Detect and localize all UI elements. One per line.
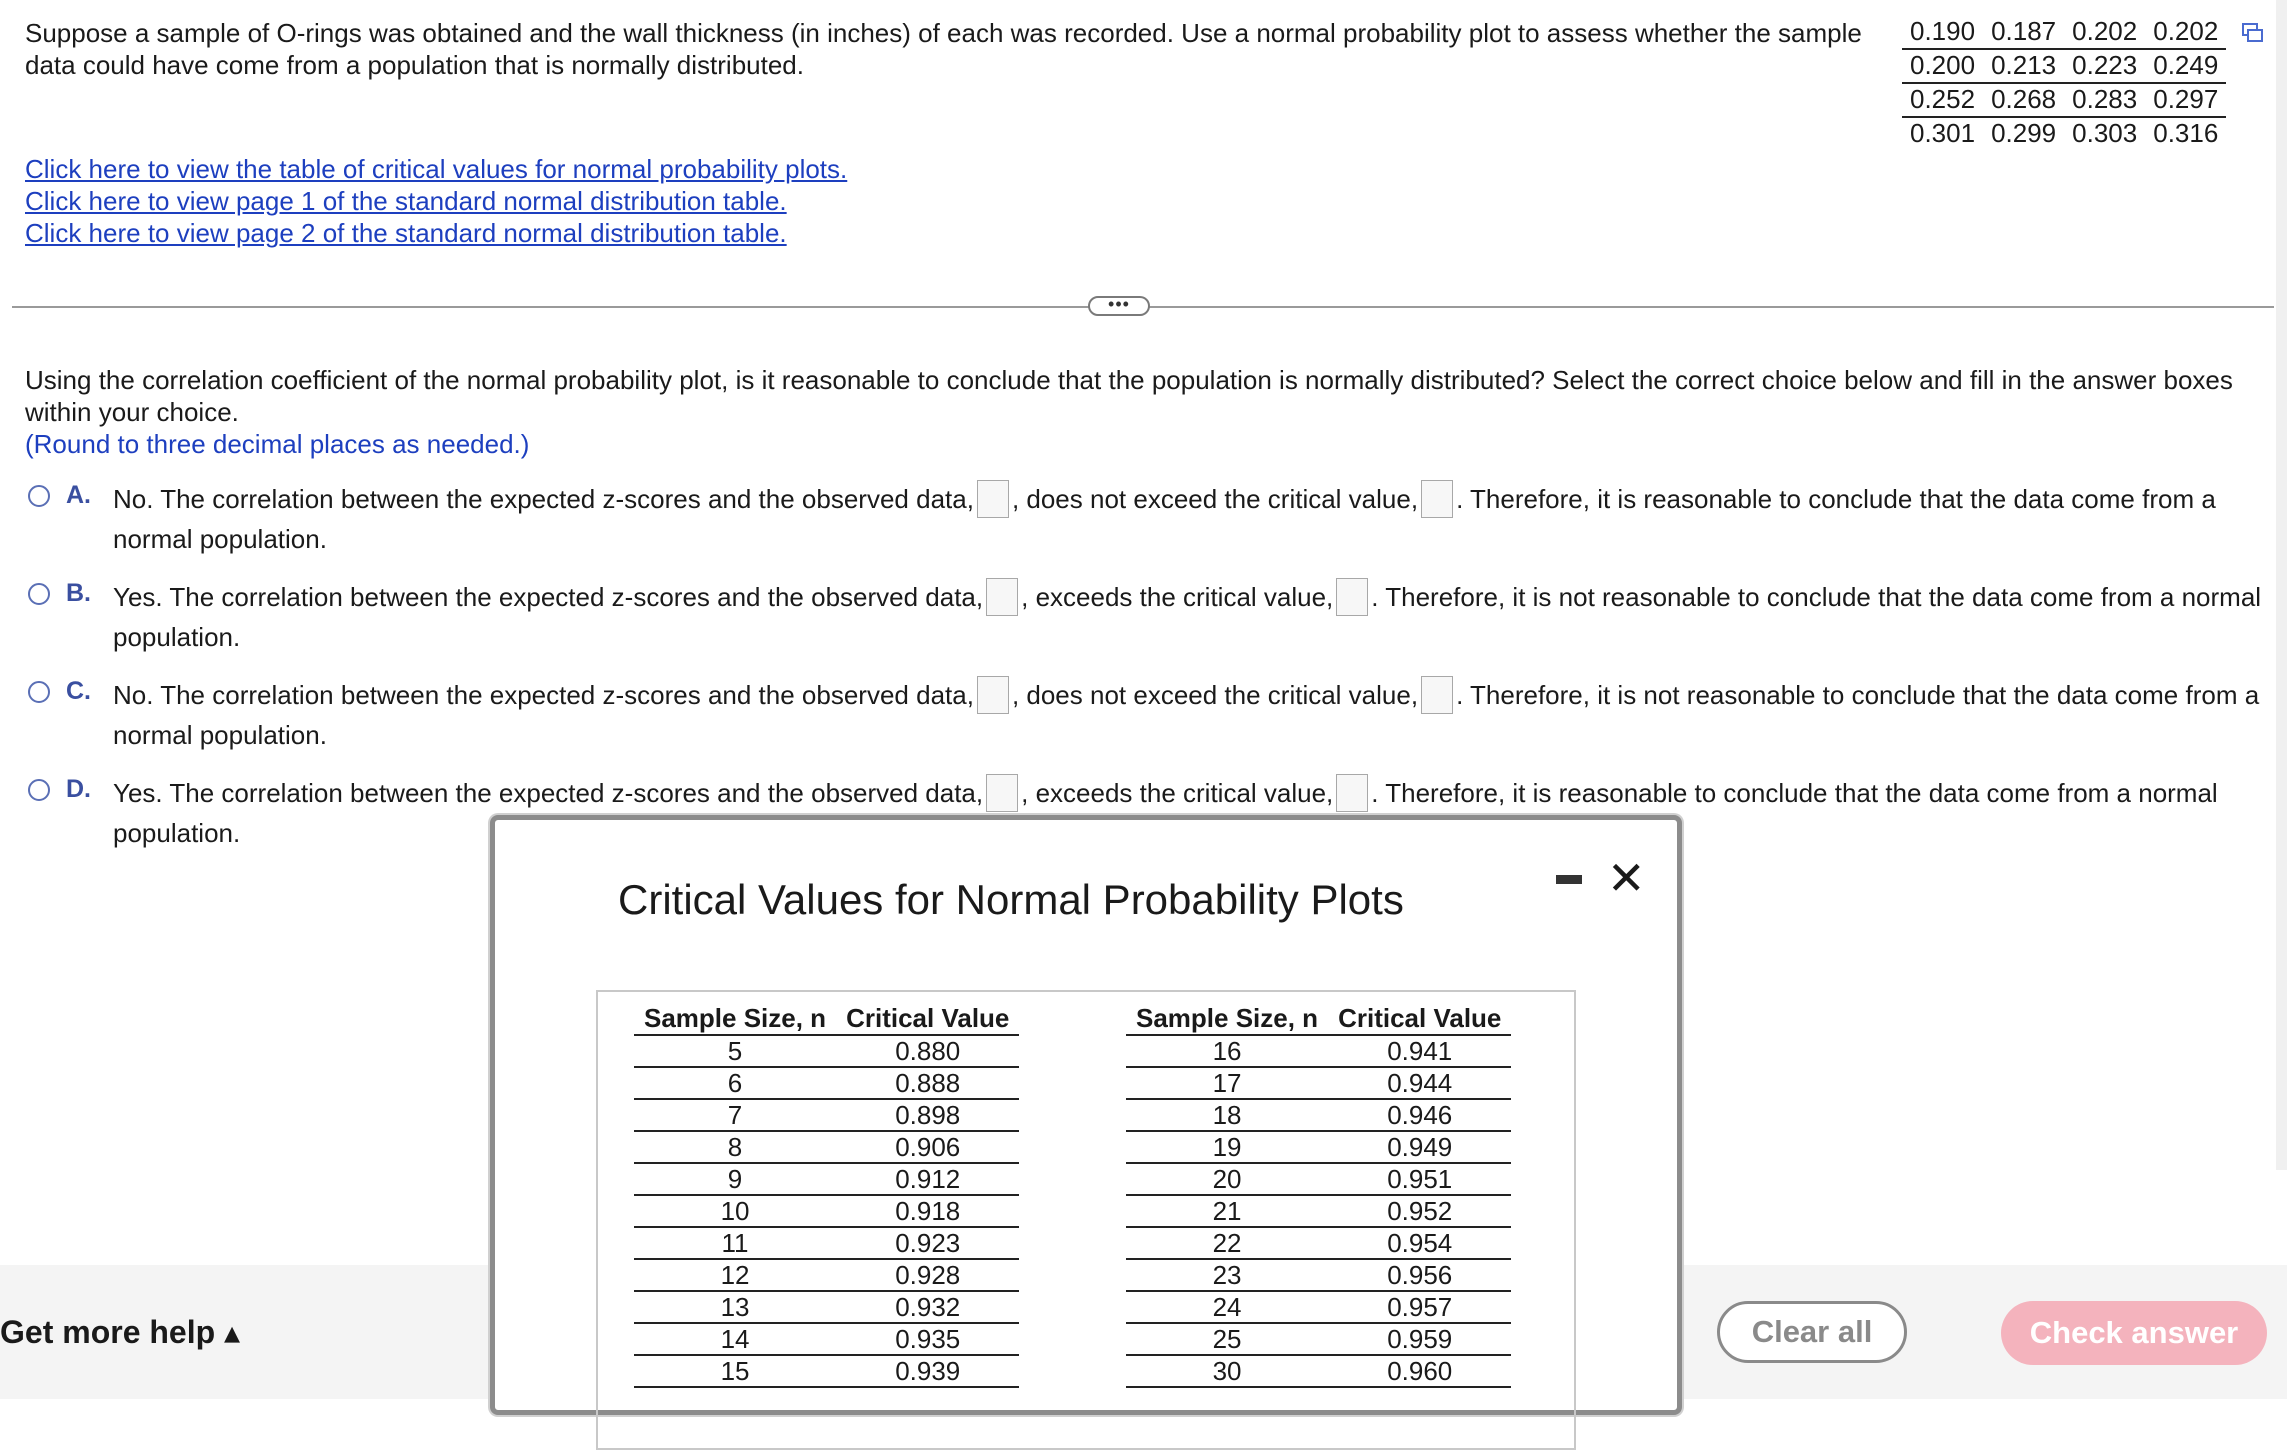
choice-text-part: . Therefore, it is not reasonable to conclude that the data come from a normal population. bbox=[113, 680, 2260, 751]
sample-size-cell: 19 bbox=[1126, 1131, 1328, 1163]
data-cell: 0.213 bbox=[1983, 49, 2064, 83]
critical-value-cell: 0.941 bbox=[1328, 1035, 1511, 1067]
choice-c[interactable] bbox=[25, 676, 2265, 754]
critical-values-link[interactable]: Click here to view the table of critical values for normal probability plots. bbox=[25, 154, 848, 184]
sample-size-cell: 30 bbox=[1126, 1355, 1328, 1387]
choice-letter: C. bbox=[66, 677, 91, 705]
choice-text-part: . Therefore, it is reasonable to conclude that the data come from a normal population. bbox=[113, 778, 2218, 849]
choice-text-part: . Therefore, it is reasonable to conclude that the data come from a normal population. bbox=[113, 484, 2216, 555]
critical-value-cell: 0.951 bbox=[1328, 1163, 1511, 1195]
critical-value-cell: 0.944 bbox=[1328, 1067, 1511, 1099]
radio-choice-b[interactable] bbox=[28, 583, 50, 605]
answer-box-correlation[interactable] bbox=[977, 676, 1009, 714]
table-row bbox=[1126, 1291, 1511, 1323]
critical-value-cell: 0.952 bbox=[1328, 1195, 1511, 1227]
choice-text-part: , exceeds the critical value, bbox=[1021, 778, 1334, 808]
choice-text-part: Yes. The correlation between the expected z-scores and the observed data, bbox=[113, 778, 984, 808]
critical-value-cell: 0.946 bbox=[1328, 1099, 1511, 1131]
critical-value-cell: 0.932 bbox=[836, 1291, 1019, 1323]
sample-size-cell: 18 bbox=[1126, 1099, 1328, 1131]
choice-text-part: , exceeds the critical value, bbox=[1021, 582, 1334, 612]
sample-size-cell: 16 bbox=[1126, 1035, 1328, 1067]
column-header: Sample Size, n bbox=[634, 1002, 836, 1035]
sample-data-table bbox=[1902, 16, 2226, 150]
table-row bbox=[1902, 16, 2226, 49]
critical-values-dialog bbox=[490, 815, 1682, 1415]
sample-size-cell: 12 bbox=[634, 1259, 836, 1291]
problem-statement: Suppose a sample of O-rings was obtained and the wall thickness (in inches) of each was recorded. Use a normal probability plot to assess whether the sample data could have come from a population that is normally distributed. bbox=[25, 18, 1862, 80]
table-row bbox=[1902, 117, 2226, 150]
critical-value-cell: 0.957 bbox=[1328, 1291, 1511, 1323]
table-row bbox=[1126, 1227, 1511, 1259]
critical-value-cell: 0.956 bbox=[1328, 1259, 1511, 1291]
get-more-help-button[interactable]: Get more help ▴ bbox=[0, 1314, 241, 1350]
table-row bbox=[634, 1259, 1019, 1291]
data-cell: 0.283 bbox=[2064, 83, 2145, 117]
scrollbar[interactable] bbox=[2276, 0, 2287, 1170]
choice-a[interactable] bbox=[25, 480, 2265, 558]
sample-size-cell: 14 bbox=[634, 1323, 836, 1355]
choice-text-part: . Therefore, it is not reasonable to conclude that the data come from a normal population. bbox=[113, 582, 2262, 653]
table-row bbox=[634, 1131, 1019, 1163]
answer-box-critical-value[interactable] bbox=[1336, 578, 1368, 616]
table-row bbox=[1126, 1035, 1511, 1067]
data-cell: 0.301 bbox=[1910, 118, 1976, 148]
data-cell: 0.252 bbox=[1902, 83, 1983, 117]
sample-size-cell: 21 bbox=[1126, 1195, 1328, 1227]
critical-value-cell: 0.912 bbox=[836, 1163, 1019, 1195]
normal-table-page1-link[interactable]: Click here to view page 1 of the standard normal distribution table. bbox=[25, 186, 787, 216]
critical-value-cell: 0.935 bbox=[836, 1323, 1019, 1355]
choice-letter: A. bbox=[66, 481, 91, 509]
check-answer-button[interactable]: Check answer bbox=[2001, 1301, 2267, 1365]
table-row bbox=[1126, 1355, 1511, 1387]
answer-box-correlation[interactable] bbox=[986, 774, 1018, 812]
critical-value-cell: 0.960 bbox=[1328, 1355, 1511, 1387]
data-cell: 0.299 bbox=[1991, 118, 2057, 148]
critical-value-cell: 0.906 bbox=[836, 1131, 1019, 1163]
critical-value-cell: 0.918 bbox=[836, 1195, 1019, 1227]
data-cell: 0.187 bbox=[1983, 16, 2064, 49]
critical-value-cell: 0.923 bbox=[836, 1227, 1019, 1259]
sample-size-cell: 10 bbox=[634, 1195, 836, 1227]
table-row bbox=[1126, 1259, 1511, 1291]
table-row bbox=[1126, 1163, 1511, 1195]
normal-table-page2-link[interactable]: Click here to view page 2 of the standard normal distribution table. bbox=[25, 218, 787, 248]
data-cell: 0.202 bbox=[2145, 16, 2226, 49]
rounding-note: (Round to three decimal places as needed.) bbox=[25, 429, 530, 459]
critical-value-cell: 0.928 bbox=[836, 1259, 1019, 1291]
choice-letter: B. bbox=[66, 579, 91, 607]
critical-values-table-frame bbox=[596, 990, 1576, 1450]
sample-size-cell: 8 bbox=[634, 1131, 836, 1163]
data-cell: 0.190 bbox=[1902, 16, 1983, 49]
dialog-title: Critical Values for Normal Probability Plots bbox=[618, 876, 1404, 923]
critical-values-table-left bbox=[634, 1002, 1019, 1388]
copy-data-icon[interactable] bbox=[2242, 23, 2264, 43]
table-row bbox=[634, 1035, 1019, 1067]
critical-value-cell: 0.959 bbox=[1328, 1323, 1511, 1355]
table-row bbox=[1126, 1323, 1511, 1355]
data-cell: 0.249 bbox=[2145, 49, 2226, 83]
choice-text-part: , does not exceed the critical value, bbox=[1011, 680, 1419, 710]
table-row bbox=[634, 1355, 1019, 1387]
sample-size-cell: 15 bbox=[634, 1355, 836, 1387]
data-cell: 0.297 bbox=[2145, 83, 2226, 117]
sample-size-cell: 6 bbox=[634, 1067, 836, 1099]
critical-value-cell: 0.939 bbox=[836, 1355, 1019, 1387]
sample-size-cell: 11 bbox=[634, 1227, 836, 1259]
data-cell: 0.316 bbox=[2153, 118, 2219, 148]
choice-letter: D. bbox=[66, 775, 91, 803]
critical-value-cell: 0.949 bbox=[1328, 1131, 1511, 1163]
table-row bbox=[1902, 83, 2226, 117]
choice-text-part: No. The correlation between the expected z-scores and the observed data, bbox=[113, 680, 974, 710]
data-cell: 0.200 bbox=[1902, 49, 1983, 83]
table-row bbox=[1126, 1067, 1511, 1099]
sample-size-cell: 25 bbox=[1126, 1323, 1328, 1355]
table-row bbox=[1126, 1195, 1511, 1227]
radio-choice-c[interactable] bbox=[28, 681, 50, 703]
resource-links bbox=[25, 153, 847, 249]
sample-size-cell: 7 bbox=[634, 1099, 836, 1131]
sample-size-cell: 20 bbox=[1126, 1163, 1328, 1195]
question-prompt: Using the correlation coefficient of the normal probability plot, is it reasonable to conclude that the population is normally distributed? Select the correct choice below and fill in the answer boxes within your choice. bbox=[25, 365, 2233, 427]
answer-box-critical-value[interactable] bbox=[1421, 480, 1453, 518]
choice-text bbox=[113, 578, 2265, 656]
radio-choice-d[interactable] bbox=[28, 779, 50, 801]
table-row bbox=[634, 1099, 1019, 1131]
table-row bbox=[634, 1163, 1019, 1195]
expand-more-button[interactable]: ••• bbox=[1088, 296, 1150, 316]
radio-choice-a[interactable] bbox=[28, 485, 50, 507]
column-header: Sample Size, n bbox=[1126, 1002, 1328, 1035]
data-cell: 0.303 bbox=[2072, 118, 2138, 148]
sample-size-cell: 5 bbox=[634, 1035, 836, 1067]
choice-text-part: No. The correlation between the expected z-scores and the observed data, bbox=[113, 484, 974, 514]
column-header: Critical Value bbox=[836, 1002, 1019, 1035]
choice-text-part: , does not exceed the critical value, bbox=[1011, 484, 1419, 514]
sample-size-cell: 24 bbox=[1126, 1291, 1328, 1323]
sample-size-cell: 9 bbox=[634, 1163, 836, 1195]
table-row bbox=[634, 1227, 1019, 1259]
question-text bbox=[25, 364, 2255, 460]
answer-box-critical-value[interactable] bbox=[1336, 774, 1368, 812]
data-cell: 0.202 bbox=[2064, 16, 2145, 49]
table-row bbox=[634, 1323, 1019, 1355]
data-cell: 0.268 bbox=[1983, 83, 2064, 117]
sample-size-cell: 22 bbox=[1126, 1227, 1328, 1259]
answer-box-correlation[interactable] bbox=[977, 480, 1009, 518]
choice-b[interactable] bbox=[25, 578, 2265, 656]
choice-text bbox=[113, 480, 2265, 558]
clear-all-button[interactable]: Clear all bbox=[1717, 1301, 1907, 1363]
table-row bbox=[634, 1067, 1019, 1099]
table-row bbox=[1126, 1131, 1511, 1163]
answer-box-correlation[interactable] bbox=[986, 578, 1018, 616]
critical-value-cell: 0.888 bbox=[836, 1067, 1019, 1099]
close-icon[interactable]: ✕ bbox=[1607, 852, 1646, 904]
table-row bbox=[1902, 49, 2226, 83]
table-row bbox=[634, 1291, 1019, 1323]
sample-size-cell: 13 bbox=[634, 1291, 836, 1323]
critical-value-cell: 0.880 bbox=[836, 1035, 1019, 1067]
choice-text bbox=[113, 676, 2265, 754]
choice-text-part: Yes. The correlation between the expected z-scores and the observed data, bbox=[113, 582, 984, 612]
table-row bbox=[1126, 1099, 1511, 1131]
minimize-icon[interactable] bbox=[1556, 875, 1582, 884]
table-row bbox=[634, 1195, 1019, 1227]
critical-value-cell: 0.898 bbox=[836, 1099, 1019, 1131]
answer-box-critical-value[interactable] bbox=[1421, 676, 1453, 714]
column-header: Critical Value bbox=[1328, 1002, 1511, 1035]
sample-size-cell: 17 bbox=[1126, 1067, 1328, 1099]
critical-values-table-right bbox=[1126, 1002, 1511, 1388]
critical-value-cell: 0.954 bbox=[1328, 1227, 1511, 1259]
sample-size-cell: 23 bbox=[1126, 1259, 1328, 1291]
data-cell: 0.223 bbox=[2064, 49, 2145, 83]
